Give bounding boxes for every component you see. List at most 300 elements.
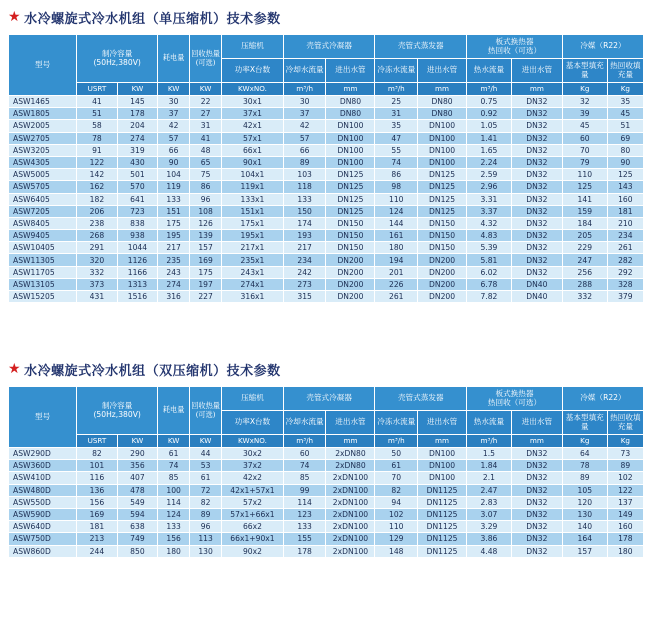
table-cell: 102: [607, 472, 643, 484]
table-cell: 594: [117, 508, 158, 520]
table-cell: 0.75: [467, 96, 512, 108]
table-cell: 37x1: [222, 108, 284, 120]
table-cell: DN80: [418, 96, 467, 108]
table-cell: DN100: [418, 144, 467, 156]
table-cell: 938: [117, 230, 158, 242]
table-cell: 98: [375, 181, 418, 193]
table-cell: 137: [607, 496, 643, 508]
table-cell: DN32: [511, 230, 562, 242]
model-cell: ASW1465: [9, 96, 77, 108]
model-cell: ASW640D: [9, 521, 77, 533]
table-cell: 204: [117, 120, 158, 132]
table-cell: DN80: [326, 108, 375, 120]
table-cell: 133x1: [222, 193, 284, 205]
table-cell: 315: [283, 291, 326, 303]
table-cell: 143: [607, 181, 643, 193]
table-cell: 2xDN80: [326, 460, 375, 472]
col-heat-recovery: 回收热量(可选): [190, 387, 222, 435]
table-cell: 42x2: [222, 472, 284, 484]
table-cell: 99: [283, 484, 326, 496]
table-cell: 316x1: [222, 291, 284, 303]
table-cell: 35: [375, 120, 418, 132]
table-cell: DN125: [418, 169, 467, 181]
unit-kw: KW: [158, 83, 190, 96]
table-cell: 41: [190, 132, 222, 144]
table-cell: 120: [562, 496, 607, 508]
table-cell: DN32: [511, 242, 562, 254]
table-cell: 69: [607, 132, 643, 144]
col-plate-hx: 板式换热器 热回收（可选）: [467, 35, 563, 59]
table-cell: 94: [375, 496, 418, 508]
table-cell: 838: [117, 217, 158, 229]
unit-kg: Kg: [607, 83, 643, 96]
table-row: [9, 120, 644, 132]
table-cell: 41: [77, 96, 117, 108]
table-cell: 70: [562, 144, 607, 156]
col-condenser: 壳管式冷凝器: [283, 387, 375, 411]
table-cell: 478: [117, 484, 158, 496]
unit-kg: Kg: [562, 435, 607, 448]
table-cell: 328: [607, 278, 643, 290]
table-row: [9, 169, 644, 181]
model-cell: ASW4305: [9, 156, 77, 168]
table-cell: 90: [607, 156, 643, 168]
table-cell: 0.92: [467, 108, 512, 120]
table-cell: 91: [77, 144, 117, 156]
table-cell: 129: [375, 533, 418, 545]
table-cell: 130: [562, 508, 607, 520]
table-cell: 2.96: [467, 181, 512, 193]
table-cell: DN32: [511, 472, 562, 484]
table-cell: 291: [77, 242, 117, 254]
unit-m3h: m³/h: [283, 435, 326, 448]
col-heat-recovery: 回收热量(可选): [190, 35, 222, 83]
unit-kw: KW: [190, 435, 222, 448]
table-cell: 160: [607, 193, 643, 205]
table-cell: 162: [77, 181, 117, 193]
table-row: [9, 496, 644, 508]
table-cell: 184: [562, 217, 607, 229]
table-cell: 2.1: [467, 472, 512, 484]
double-table-body: [9, 448, 644, 558]
table-cell: 1126: [117, 254, 158, 266]
table-cell: 51: [607, 120, 643, 132]
table-cell: 144: [375, 217, 418, 229]
table-cell: 227: [190, 291, 222, 303]
unit-kwxno: KWxNO.: [222, 83, 284, 96]
table-cell: DN32: [511, 448, 562, 460]
table-cell: 119: [158, 181, 190, 193]
table-cell: 119x1: [222, 181, 284, 193]
table-cell: 193: [283, 230, 326, 242]
table-cell: 238: [77, 217, 117, 229]
table-cell: 234: [607, 230, 643, 242]
table-cell: DN32: [511, 508, 562, 520]
table-cell: 61: [190, 472, 222, 484]
table-row: [9, 230, 644, 242]
table-cell: DN200: [326, 254, 375, 266]
col-compressor-sub: 功率X台数: [222, 59, 284, 83]
table-cell: 114: [283, 496, 326, 508]
table-cell: 217: [283, 242, 326, 254]
unit-m3h: m³/h: [375, 83, 418, 96]
table-cell: 156: [77, 496, 117, 508]
table-cell: DN150: [418, 242, 467, 254]
table-cell: 201: [375, 266, 418, 278]
table-row: [9, 144, 644, 156]
table-cell: 45: [607, 108, 643, 120]
table-cell: DN32: [511, 132, 562, 144]
table-cell: 89: [283, 156, 326, 168]
table-row: [9, 533, 644, 545]
table-cell: 182: [77, 193, 117, 205]
table-cell: 133: [158, 521, 190, 533]
col-ref-base: 基本型填充量: [562, 59, 607, 83]
unit-kg: Kg: [607, 435, 643, 448]
col-condenser-pipe: 进出水管: [326, 59, 375, 83]
table-cell: 2.47: [467, 484, 512, 496]
unit-mm: mm: [511, 435, 562, 448]
col-condenser: 壳管式冷凝器: [283, 35, 375, 59]
table-cell: 234: [283, 254, 326, 266]
table-cell: 235x1: [222, 254, 284, 266]
unit-mm: mm: [326, 435, 375, 448]
table-cell: 161: [375, 230, 418, 242]
table-row: [9, 460, 644, 472]
table-row: [9, 472, 644, 484]
table-cell: 74: [158, 460, 190, 472]
table-cell: 159: [562, 205, 607, 217]
table-cell: 181: [77, 521, 117, 533]
table-cell: 175x1: [222, 217, 284, 229]
table-cell: 194: [375, 254, 418, 266]
table-cell: 431: [77, 291, 117, 303]
table-cell: 42x1: [222, 120, 284, 132]
table-cell: 638: [117, 521, 158, 533]
model-cell: ASW11705: [9, 266, 77, 278]
table-cell: 1313: [117, 278, 158, 290]
table-cell: 175: [190, 266, 222, 278]
table-cell: 42: [158, 120, 190, 132]
table-cell: 133: [283, 193, 326, 205]
table-cell: 110: [562, 169, 607, 181]
table-cell: 5.39: [467, 242, 512, 254]
table-cell: 57: [283, 132, 326, 144]
table-cell: 133: [283, 521, 326, 533]
unit-kw: KW: [117, 83, 158, 96]
table-cell: 89: [607, 460, 643, 472]
col-evaporator-flow: 冷冻水流量: [375, 59, 418, 83]
table-cell: 332: [77, 266, 117, 278]
unit-kg: Kg: [562, 83, 607, 96]
table-cell: 164: [562, 533, 607, 545]
col-compressor: 压缩机: [222, 35, 284, 59]
table-row: [9, 254, 644, 266]
table-cell: 319: [117, 144, 158, 156]
table-cell: 48: [190, 144, 222, 156]
table-cell: DN200: [418, 266, 467, 278]
table-cell: 139: [190, 230, 222, 242]
table-cell: 66: [158, 144, 190, 156]
table-cell: 292: [607, 266, 643, 278]
table-cell: DN100: [418, 448, 467, 460]
col-plate-flow: 热水流量: [467, 59, 512, 83]
table-cell: 89: [562, 472, 607, 484]
table-cell: 140: [562, 521, 607, 533]
table-cell: 123: [283, 508, 326, 520]
table-cell: DN80: [418, 108, 467, 120]
table-row: [9, 193, 644, 205]
table-cell: DN32: [511, 496, 562, 508]
table-cell: 268: [77, 230, 117, 242]
col-power: 耗电量: [158, 387, 190, 435]
model-cell: ASW480D: [9, 484, 77, 496]
table-row: [9, 242, 644, 254]
table-cell: 70: [375, 472, 418, 484]
col-capacity: 制冷容量 (50Hz,380V): [77, 35, 158, 83]
table-cell: 60: [562, 132, 607, 144]
table-row: [9, 521, 644, 533]
table-row: [9, 484, 644, 496]
table-cell: 7.82: [467, 291, 512, 303]
col-evaporator-pipe: 进出水管: [418, 411, 467, 435]
table-cell: DN200: [418, 278, 467, 290]
table-cell: 90: [158, 156, 190, 168]
unit-mm: mm: [326, 83, 375, 96]
model-cell: ASW5705: [9, 181, 77, 193]
table-cell: DN100: [418, 472, 467, 484]
table-cell: 4.83: [467, 230, 512, 242]
table-cell: DN40: [511, 278, 562, 290]
model-cell: ASW750D: [9, 533, 77, 545]
table-cell: 30: [158, 96, 190, 108]
table-cell: 136: [77, 484, 117, 496]
table-cell: 61: [158, 448, 190, 460]
unit-m3h: m³/h: [467, 83, 512, 96]
table-cell: 288: [562, 278, 607, 290]
col-ref-recovery: 热回收填充量: [607, 59, 643, 83]
table-cell: 178: [607, 533, 643, 545]
table-cell: 27: [190, 108, 222, 120]
table-cell: 149: [607, 508, 643, 520]
table-cell: 3.31: [467, 193, 512, 205]
col-compressor-sub: 功率X台数: [222, 411, 284, 435]
unit-mm: mm: [418, 435, 467, 448]
table-cell: DN32: [511, 460, 562, 472]
table-cell: 379: [607, 291, 643, 303]
table-cell: 37: [158, 108, 190, 120]
table-cell: 213: [77, 533, 117, 545]
table-cell: 79: [562, 156, 607, 168]
star-icon: ★: [8, 361, 22, 377]
col-plate-pipe: 进出水管: [511, 411, 562, 435]
col-power: 耗电量: [158, 35, 190, 83]
table-cell: 42x1+57x1: [222, 484, 284, 496]
table-cell: DN200: [326, 291, 375, 303]
table-cell: DN32: [511, 193, 562, 205]
table-cell: 2xDN80: [326, 448, 375, 460]
table-cell: 850: [117, 545, 158, 557]
table-cell: DN32: [511, 521, 562, 533]
table-cell: 30x1: [222, 96, 284, 108]
table-cell: 51: [77, 108, 117, 120]
table-cell: 156: [158, 533, 190, 545]
unit-kw: KW: [190, 83, 222, 96]
table-cell: 124: [375, 205, 418, 217]
table-cell: DN32: [511, 144, 562, 156]
table-cell: 3.86: [467, 533, 512, 545]
table-cell: 1516: [117, 291, 158, 303]
table-cell: DN125: [326, 181, 375, 193]
table-cell: DN32: [511, 217, 562, 229]
table-cell: 74: [375, 156, 418, 168]
table-cell: 90x2: [222, 545, 284, 557]
table-row: [9, 108, 644, 120]
table-cell: 5.81: [467, 254, 512, 266]
double-spec-table: [8, 386, 644, 558]
table-cell: 114: [158, 496, 190, 508]
table-cell: DN150: [418, 217, 467, 229]
table-cell: 226: [375, 278, 418, 290]
table-cell: 105: [562, 484, 607, 496]
table-cell: 169: [77, 508, 117, 520]
table-cell: 501: [117, 169, 158, 181]
table-cell: 1.5: [467, 448, 512, 460]
table-cell: 37x2: [222, 460, 284, 472]
table-cell: 85: [158, 472, 190, 484]
single-compressor-section: [8, 6, 644, 303]
table-cell: 130: [190, 545, 222, 557]
table-cell: 133: [158, 193, 190, 205]
table-cell: 2xDN100: [326, 545, 375, 557]
table-cell: 82: [77, 448, 117, 460]
double-section-title: [8, 358, 644, 380]
table-cell: DN32: [511, 169, 562, 181]
table-cell: 1044: [117, 242, 158, 254]
single-title-text: 水冷螺旋式冷水机组（单压缩机）技术参数: [24, 11, 281, 27]
table-cell: DN1125: [418, 508, 467, 520]
table-row: [9, 156, 644, 168]
table-cell: 35: [607, 96, 643, 108]
table-cell: 104: [158, 169, 190, 181]
model-cell: ASW5005: [9, 169, 77, 181]
table-cell: 74: [283, 460, 326, 472]
table-cell: 244: [77, 545, 117, 557]
table-cell: 44: [190, 448, 222, 460]
table-cell: 31: [375, 108, 418, 120]
model-cell: ASW6405: [9, 193, 77, 205]
col-model: 型号: [9, 35, 77, 96]
table-cell: 155: [283, 533, 326, 545]
table-cell: 53: [190, 460, 222, 472]
table-cell: DN150: [326, 230, 375, 242]
table-cell: DN32: [511, 205, 562, 217]
table-cell: 723: [117, 205, 158, 217]
table-cell: 261: [607, 242, 643, 254]
table-cell: DN100: [418, 156, 467, 168]
model-cell: ASW860D: [9, 545, 77, 557]
table-cell: DN100: [326, 132, 375, 144]
table-cell: 61: [375, 460, 418, 472]
table-cell: DN32: [511, 254, 562, 266]
table-cell: DN1125: [418, 533, 467, 545]
table-cell: 178: [283, 545, 326, 557]
table-cell: DN125: [418, 193, 467, 205]
table-cell: 66x2: [222, 521, 284, 533]
unit-usrt: USRT: [77, 435, 117, 448]
model-cell: ASW2005: [9, 120, 77, 132]
table-cell: 57x1: [222, 132, 284, 144]
unit-kw: KW: [158, 435, 190, 448]
table-cell: DN32: [511, 96, 562, 108]
table-cell: 85: [283, 472, 326, 484]
table-cell: DN32: [511, 108, 562, 120]
unit-mm: mm: [511, 83, 562, 96]
table-cell: 31: [190, 120, 222, 132]
table-cell: 25: [375, 96, 418, 108]
table-cell: DN32: [511, 156, 562, 168]
table-cell: 57x1+66x1: [222, 508, 284, 520]
model-cell: ASW15205: [9, 291, 77, 303]
model-cell: ASW410D: [9, 472, 77, 484]
table-cell: 60: [283, 448, 326, 460]
table-cell: 100: [158, 484, 190, 496]
table-cell: DN200: [326, 266, 375, 278]
table-cell: 45: [562, 120, 607, 132]
table-cell: 282: [607, 254, 643, 266]
table-cell: 1.65: [467, 144, 512, 156]
table-cell: 3.29: [467, 521, 512, 533]
table-cell: 206: [77, 205, 117, 217]
table-cell: 229: [562, 242, 607, 254]
table-cell: 235: [158, 254, 190, 266]
table-cell: 90x1: [222, 156, 284, 168]
table-cell: DN32: [511, 120, 562, 132]
star-icon: ★: [8, 9, 22, 25]
table-cell: 290: [117, 448, 158, 460]
table-cell: 145: [117, 96, 158, 108]
table-cell: 274: [158, 278, 190, 290]
table-cell: 2xDN100: [326, 508, 375, 520]
table-cell: 82: [375, 484, 418, 496]
table-cell: 217: [158, 242, 190, 254]
table-cell: 1.05: [467, 120, 512, 132]
table-cell: 150: [283, 205, 326, 217]
table-row: [9, 278, 644, 290]
table-cell: 157: [190, 242, 222, 254]
table-cell: DN80: [326, 96, 375, 108]
table-cell: 104x1: [222, 169, 284, 181]
table-cell: DN125: [326, 169, 375, 181]
table-cell: 66x1: [222, 144, 284, 156]
col-condenser-flow: 冷却水流量: [283, 411, 326, 435]
table-cell: 42: [283, 120, 326, 132]
table-cell: 407: [117, 472, 158, 484]
table-cell: 180: [607, 545, 643, 557]
table-cell: 205: [562, 230, 607, 242]
model-cell: ASW8405: [9, 217, 77, 229]
unit-mm: mm: [418, 83, 467, 96]
table-cell: DN1125: [418, 496, 467, 508]
table-cell: 73: [607, 448, 643, 460]
table-cell: 122: [607, 484, 643, 496]
model-cell: ASW13105: [9, 278, 77, 290]
unit-kw: KW: [117, 435, 158, 448]
table-cell: 1.41: [467, 132, 512, 144]
model-cell: ASW9405: [9, 230, 77, 242]
table-cell: 430: [117, 156, 158, 168]
table-row: [9, 508, 644, 520]
